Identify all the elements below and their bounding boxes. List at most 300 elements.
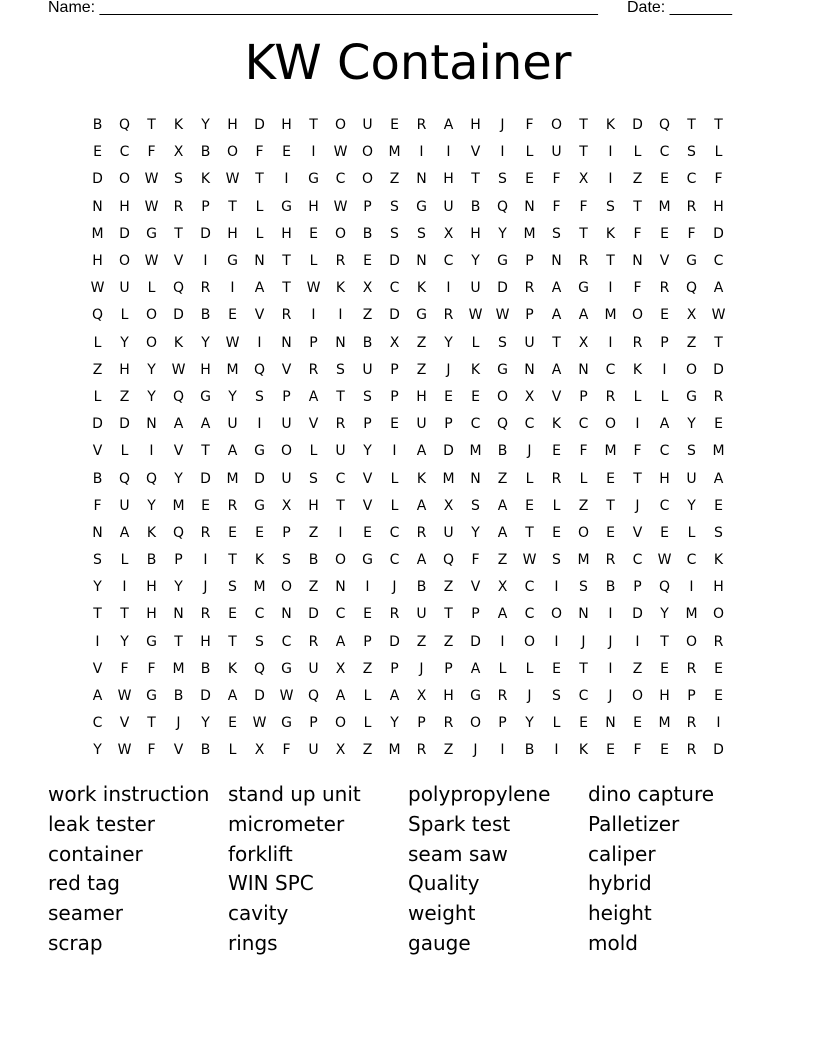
- grid-row: [84, 221, 732, 248]
- grid-letter: R: [416, 117, 427, 134]
- grid-letter: S: [309, 470, 318, 487]
- grid-letter: R: [308, 361, 319, 378]
- grid-letter: O: [685, 633, 698, 650]
- grid-letter: X: [686, 307, 697, 324]
- grid-letter: Q: [253, 361, 266, 378]
- grid-letter: L: [363, 715, 372, 732]
- grid-letter: J: [581, 633, 586, 650]
- grid-letter: L: [309, 443, 318, 460]
- grid-letter: C: [389, 552, 400, 569]
- grid-letter: M: [172, 497, 185, 514]
- grid-letter: T: [579, 660, 588, 677]
- grid-letter: T: [174, 225, 183, 242]
- grid-letter: H: [119, 361, 130, 378]
- grid-letter: F: [714, 171, 723, 188]
- grid-letter: G: [146, 688, 157, 705]
- grid-letter: M: [523, 225, 536, 242]
- grid-letter: O: [118, 171, 131, 188]
- grid-letter: W: [468, 307, 483, 324]
- grid-row: [84, 547, 732, 574]
- word-list-item: height: [588, 901, 652, 926]
- grid-letter: K: [173, 117, 184, 134]
- grid-letter: H: [92, 253, 103, 270]
- grid-letter: P: [363, 416, 372, 433]
- grid-letter: J: [500, 117, 505, 134]
- grid-letter: S: [228, 579, 237, 596]
- grid-letter: U: [281, 416, 292, 433]
- grid-letter: I: [257, 416, 262, 433]
- grid-letter: R: [605, 388, 616, 405]
- grid-letter: S: [498, 334, 507, 351]
- grid-letter: G: [308, 171, 319, 188]
- grid-letter: E: [471, 388, 480, 405]
- grid-letter: X: [578, 334, 589, 351]
- grid-row: [84, 166, 732, 193]
- grid-letter: I: [662, 361, 667, 378]
- grid-letter: O: [145, 334, 158, 351]
- grid-letter: S: [687, 144, 696, 161]
- grid-letter: B: [470, 198, 481, 215]
- grid-letter: C: [389, 524, 400, 541]
- grid-letter: I: [203, 552, 208, 569]
- grid-letter: R: [686, 660, 697, 677]
- grid-letter: I: [554, 633, 559, 650]
- grid-letter: E: [390, 416, 399, 433]
- grid-letter: Z: [308, 579, 319, 596]
- grid-letter: W: [144, 253, 159, 270]
- grid-letter: T: [336, 388, 345, 405]
- grid-letter: I: [311, 307, 316, 324]
- grid-letter: P: [525, 307, 534, 324]
- grid-letter: R: [416, 524, 427, 541]
- grid-letter: K: [470, 361, 481, 378]
- grid-letter: W: [333, 198, 348, 215]
- grid-letter: I: [635, 633, 640, 650]
- grid-letter: S: [336, 361, 345, 378]
- grid-letter: U: [335, 443, 346, 460]
- grid-letter: U: [416, 416, 427, 433]
- grid-letter: A: [173, 416, 184, 433]
- grid-letter: Y: [471, 524, 480, 541]
- grid-letter: B: [362, 225, 373, 242]
- grid-letter: T: [93, 606, 102, 623]
- grid-letter: Y: [363, 443, 372, 460]
- grid-letter: K: [416, 470, 427, 487]
- grid-letter: Y: [93, 579, 102, 596]
- grid-letter: Y: [444, 334, 453, 351]
- grid-letter: C: [632, 552, 643, 569]
- grid-letter: P: [444, 660, 453, 677]
- grid-letter: C: [605, 361, 616, 378]
- grid-letter: N: [470, 470, 481, 487]
- grid-letter: N: [524, 361, 535, 378]
- grid-letter: B: [416, 579, 427, 596]
- grid-letter: F: [147, 742, 156, 759]
- grid-letter: X: [443, 225, 454, 242]
- grid-letter: I: [446, 280, 451, 297]
- grid-letter: C: [92, 715, 103, 732]
- grid-letter: C: [335, 606, 346, 623]
- grid-letter: V: [470, 144, 481, 161]
- grid-letter: G: [146, 633, 157, 650]
- grid-letter: L: [579, 470, 588, 487]
- grid-letter: I: [689, 579, 694, 596]
- grid-letter: L: [633, 388, 642, 405]
- grid-letter: D: [119, 416, 130, 433]
- grid-letter: R: [200, 524, 211, 541]
- grid-letter: P: [633, 579, 642, 596]
- grid-letter: R: [497, 688, 508, 705]
- grid-letter: A: [200, 416, 211, 433]
- grid-letter: J: [446, 361, 451, 378]
- grid-letter: F: [579, 198, 588, 215]
- grid-letter: S: [498, 171, 507, 188]
- grid-letter: F: [552, 198, 561, 215]
- grid-letter: Y: [228, 388, 237, 405]
- grid-letter: E: [201, 497, 210, 514]
- grid-letter: Y: [201, 334, 210, 351]
- grid-letter: X: [578, 171, 589, 188]
- grid-letter: V: [470, 579, 481, 596]
- grid-letter: D: [173, 307, 184, 324]
- grid-letter: B: [200, 307, 211, 324]
- grid-letter: P: [390, 361, 399, 378]
- grid-letter: E: [606, 742, 615, 759]
- grid-letter: O: [361, 171, 374, 188]
- grid-letter: C: [578, 416, 589, 433]
- grid-letter: R: [389, 606, 400, 623]
- grid-letter: Z: [308, 524, 319, 541]
- grid-letter: P: [660, 334, 669, 351]
- grid-letter: L: [525, 144, 534, 161]
- grid-letter: X: [443, 497, 454, 514]
- grid-letter: P: [471, 606, 480, 623]
- grid-letter: I: [392, 443, 397, 460]
- grid-letter: U: [119, 497, 130, 514]
- grid-letter: C: [659, 443, 670, 460]
- grid-row: [84, 139, 732, 166]
- grid-letter: O: [118, 253, 131, 270]
- grid-letter: M: [226, 361, 239, 378]
- grid-letter: O: [550, 117, 563, 134]
- grid-letter: M: [388, 144, 401, 161]
- grid-letter: N: [605, 715, 616, 732]
- grid-letter: L: [309, 253, 318, 270]
- word-list-item: mold: [588, 930, 638, 955]
- grid-letter: A: [659, 416, 670, 433]
- grid-letter: A: [254, 280, 265, 297]
- grid-letter: Z: [632, 660, 643, 677]
- grid-letter: P: [309, 715, 318, 732]
- grid-letter: U: [308, 660, 319, 677]
- grid-letter: D: [389, 633, 400, 650]
- word-list-item: seamer: [48, 901, 123, 926]
- grid-letter: T: [714, 334, 723, 351]
- grid-letter: G: [254, 443, 265, 460]
- grid-letter: Y: [174, 579, 183, 596]
- grid-letter: T: [471, 171, 480, 188]
- grid-letter: A: [92, 688, 103, 705]
- grid-letter: D: [92, 416, 103, 433]
- grid-letter: Z: [389, 171, 400, 188]
- grid-letter: L: [93, 388, 102, 405]
- grid-letter: H: [200, 361, 211, 378]
- grid-letter: D: [632, 117, 643, 134]
- grid-letter: L: [552, 497, 561, 514]
- grid-letter: Y: [471, 253, 480, 270]
- grid-letter: M: [388, 742, 401, 759]
- grid-letter: M: [172, 660, 185, 677]
- grid-letter: Y: [147, 361, 156, 378]
- grid-letter: R: [200, 280, 211, 297]
- grid-letter: J: [473, 742, 478, 759]
- grid-letter: C: [389, 280, 400, 297]
- grid-letter: H: [119, 198, 130, 215]
- grid-letter: K: [632, 361, 643, 378]
- grid-letter: E: [363, 606, 372, 623]
- grid-letter: E: [552, 524, 561, 541]
- grid-letter: I: [284, 171, 289, 188]
- grid-letter: J: [527, 688, 532, 705]
- grid-letter: W: [117, 688, 132, 705]
- grid-letter: G: [281, 715, 292, 732]
- grid-letter: C: [524, 606, 535, 623]
- grid-letter: N: [92, 198, 103, 215]
- grid-letter: B: [308, 552, 319, 569]
- grid-letter: V: [173, 443, 184, 460]
- grid-letter: I: [203, 253, 208, 270]
- grid-letter: N: [281, 334, 292, 351]
- grid-letter: F: [687, 225, 696, 242]
- grid-letter: X: [335, 660, 346, 677]
- grid-letter: R: [578, 253, 589, 270]
- grid-row: [84, 302, 732, 329]
- grid-letter: M: [91, 225, 104, 242]
- grid-letter: X: [524, 388, 535, 405]
- grid-letter: A: [308, 388, 319, 405]
- grid-letter: M: [712, 443, 725, 460]
- grid-letter: E: [228, 606, 237, 623]
- grid-letter: Y: [120, 334, 129, 351]
- grid-letter: I: [365, 579, 370, 596]
- grid-letter: C: [443, 253, 454, 270]
- grid-letter: A: [713, 470, 724, 487]
- grid-letter: N: [416, 171, 427, 188]
- grid-letter: I: [122, 579, 127, 596]
- grid-letter: Z: [362, 660, 373, 677]
- grid-letter: I: [608, 606, 613, 623]
- word-list-item: forklift: [228, 841, 293, 866]
- grid-letter: O: [280, 443, 293, 460]
- grid-letter: I: [500, 633, 505, 650]
- grid-row: [84, 411, 732, 438]
- grid-letter: S: [579, 579, 588, 596]
- grid-row: [84, 275, 732, 302]
- grid-letter: Y: [498, 225, 507, 242]
- grid-letter: J: [419, 660, 424, 677]
- grid-row: [84, 465, 732, 492]
- grid-letter: F: [120, 660, 129, 677]
- grid-letter: A: [551, 361, 562, 378]
- grid-letter: Q: [253, 660, 266, 677]
- grid-letter: E: [255, 524, 264, 541]
- word-list-item: leak tester: [48, 811, 155, 836]
- grid-letter: K: [173, 334, 184, 351]
- grid-letter: H: [470, 225, 481, 242]
- word-list-item: hybrid: [588, 871, 652, 896]
- word-list-item: work instruction: [48, 782, 210, 806]
- grid-letter: T: [633, 198, 642, 215]
- grid-letter: D: [200, 225, 211, 242]
- grid-letter: A: [551, 307, 562, 324]
- grid-letter: S: [390, 225, 399, 242]
- grid-letter: Q: [172, 388, 185, 405]
- grid-letter: C: [578, 688, 589, 705]
- grid-letter: L: [120, 307, 129, 324]
- grid-letter: V: [173, 253, 184, 270]
- grid-letter: P: [174, 552, 183, 569]
- grid-letter: X: [497, 579, 508, 596]
- grid-letter: D: [92, 171, 103, 188]
- grid-letter: J: [203, 579, 208, 596]
- grid-letter: K: [146, 524, 157, 541]
- grid-letter: I: [608, 171, 613, 188]
- grid-letter: B: [524, 742, 535, 759]
- grid-letter: U: [524, 334, 535, 351]
- word-list-item: micrometer: [228, 811, 345, 836]
- grid-letter: Y: [687, 497, 696, 514]
- grid-letter: S: [714, 524, 723, 541]
- grid-row: [84, 683, 732, 710]
- grid-letter: U: [362, 117, 373, 134]
- grid-letter: C: [335, 470, 346, 487]
- grid-letter: G: [146, 225, 157, 242]
- word-list-item: weight: [408, 901, 476, 926]
- word-list-item: stand up unit: [228, 782, 361, 806]
- grid-letter: D: [119, 225, 130, 242]
- grid-row: [84, 629, 732, 656]
- grid-letter: Q: [658, 579, 671, 596]
- grid-letter: L: [525, 660, 534, 677]
- grid-letter: J: [608, 633, 613, 650]
- grid-letter: G: [497, 253, 508, 270]
- grid-letter: V: [92, 443, 103, 460]
- grid-letter: K: [713, 552, 724, 569]
- grid-letter: E: [552, 660, 561, 677]
- grid-row: [84, 194, 732, 221]
- grid-letter: U: [362, 361, 373, 378]
- grid-letter: N: [173, 606, 184, 623]
- grid-letter: D: [713, 742, 724, 759]
- grid-letter: E: [606, 470, 615, 487]
- grid-letter: A: [227, 443, 238, 460]
- name-field-line: Name: ________________________________________________________: [48, 0, 598, 16]
- grid-letter: P: [390, 660, 399, 677]
- grid-letter: R: [524, 280, 535, 297]
- grid-letter: P: [363, 633, 372, 650]
- grid-letter: E: [363, 253, 372, 270]
- grid-letter: Y: [201, 117, 210, 134]
- grid-letter: Y: [147, 497, 156, 514]
- grid-letter: U: [470, 280, 481, 297]
- grid-letter: F: [633, 742, 642, 759]
- grid-letter: U: [308, 742, 319, 759]
- grid-letter: J: [176, 715, 181, 732]
- grid-letter: I: [500, 742, 505, 759]
- grid-letter: V: [632, 524, 643, 541]
- grid-letter: E: [714, 497, 723, 514]
- grid-letter: O: [226, 144, 239, 161]
- grid-letter: V: [254, 307, 265, 324]
- grid-letter: A: [416, 552, 427, 569]
- grid-letter: E: [660, 742, 669, 759]
- grid-row: [84, 330, 732, 357]
- grid-letter: B: [92, 470, 103, 487]
- grid-letter: L: [471, 334, 480, 351]
- grid-letter: M: [442, 470, 455, 487]
- grid-letter: D: [389, 307, 400, 324]
- grid-letter: E: [228, 307, 237, 324]
- grid-letter: Y: [390, 715, 399, 732]
- grid-letter: K: [578, 742, 589, 759]
- grid-letter: F: [633, 225, 642, 242]
- grid-letter: I: [608, 334, 613, 351]
- grid-letter: T: [444, 606, 453, 623]
- grid-letter: X: [254, 742, 265, 759]
- grid-letter: S: [471, 497, 480, 514]
- grid-letter: W: [144, 198, 159, 215]
- grid-letter: P: [390, 388, 399, 405]
- grid-letter: Q: [172, 280, 185, 297]
- grid-letter: R: [659, 280, 670, 297]
- grid-letter: L: [687, 524, 696, 541]
- grid-letter: C: [686, 552, 697, 569]
- grid-letter: W: [225, 334, 240, 351]
- grid-letter: M: [685, 606, 698, 623]
- grid-letter: P: [444, 416, 453, 433]
- grid-letter: L: [525, 470, 534, 487]
- grid-letter: Z: [497, 552, 508, 569]
- grid-letter: A: [119, 524, 130, 541]
- grid-letter: I: [149, 443, 154, 460]
- grid-letter: G: [281, 660, 292, 677]
- grid-letter: F: [525, 117, 534, 134]
- grid-letter: D: [497, 280, 508, 297]
- grid-letter: I: [635, 416, 640, 433]
- word-list-item: gauge: [408, 930, 471, 955]
- grid-letter: I: [608, 660, 613, 677]
- grid-letter: T: [525, 524, 534, 541]
- grid-letter: I: [608, 144, 613, 161]
- grid-row: [84, 737, 732, 764]
- grid-letter: H: [713, 579, 724, 596]
- grid-letter: R: [416, 742, 427, 759]
- grid-letter: N: [551, 253, 562, 270]
- grid-row: [84, 112, 732, 139]
- grid-letter: M: [577, 552, 590, 569]
- grid-letter: V: [551, 388, 562, 405]
- grid-letter: B: [200, 742, 211, 759]
- grid-letter: R: [632, 334, 643, 351]
- grid-letter: E: [228, 715, 237, 732]
- grid-letter: G: [416, 307, 427, 324]
- grid-letter: G: [470, 688, 481, 705]
- grid-letter: E: [606, 524, 615, 541]
- grid-letter: G: [227, 253, 238, 270]
- grid-letter: L: [120, 552, 129, 569]
- grid-letter: D: [713, 225, 724, 242]
- grid-letter: K: [254, 552, 265, 569]
